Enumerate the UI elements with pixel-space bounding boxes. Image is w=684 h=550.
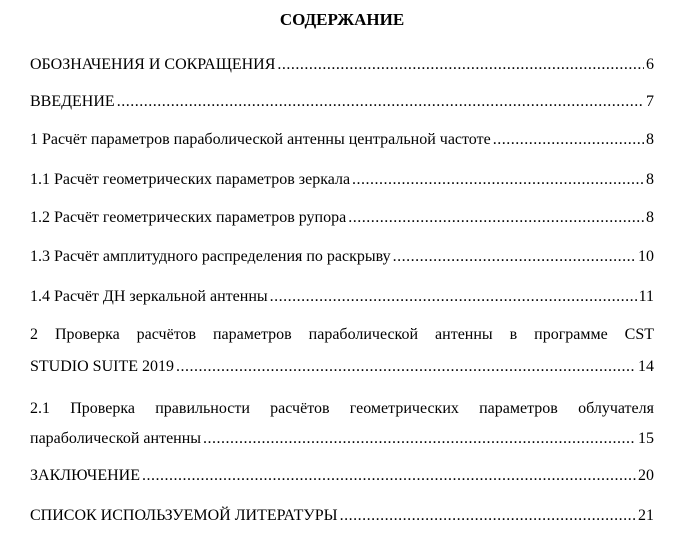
toc-page-number: 15 [638, 430, 654, 447]
toc-entry [30, 396, 654, 452]
toc-entry-text: 1.2 Расчёт геометрических параметров рупора [30, 209, 347, 226]
toc-entry-text: ЗАКЛЮЧЕНИЕ [30, 467, 140, 484]
toc-entry [30, 284, 654, 310]
toc-entry-text: 1 Расчёт параметров параболической антенны центральной частоте [30, 131, 491, 148]
toc-entry-text-line1: 2 Проверка расчётов параметров параболической антенны в программе CST [30, 326, 654, 343]
toc-line [30, 322, 654, 348]
toc-line [30, 244, 654, 270]
toc-line [30, 89, 654, 115]
toc-entry [30, 52, 654, 78]
toc-page-number: 8 [646, 131, 654, 148]
toc-line [30, 205, 654, 231]
toc-title: СОДЕРЖАНИЕ [279, 10, 405, 29]
dot-leader [493, 127, 644, 153]
toc-line [30, 52, 654, 78]
toc-line [30, 284, 654, 310]
toc-page-number: 11 [638, 288, 654, 305]
toc-page-number: 21 [638, 507, 654, 524]
toc-entry [30, 89, 654, 115]
dot-leader [277, 52, 644, 78]
toc-page-number: 10 [638, 248, 654, 265]
toc-line [30, 426, 654, 452]
toc-entry-text-line1: 2.1 Проверка правильности расчётов геометрических параметров облучателя [30, 400, 654, 417]
toc-entry-text: ВВЕДЕНИЕ [30, 93, 115, 110]
dot-leader [176, 354, 636, 380]
dot-leader [117, 89, 644, 115]
dot-leader [203, 426, 636, 452]
toc-entry-text: параболической антенны [30, 430, 202, 447]
toc-entry [30, 167, 654, 193]
toc-page-number: 14 [638, 358, 654, 375]
toc-entry-text: ОБОЗНАЧЕНИЯ И СОКРАЩЕНИЯ [30, 56, 276, 73]
toc-entry [30, 127, 654, 153]
toc-entry [30, 503, 654, 529]
dot-leader [270, 284, 637, 310]
toc-entry-text: 1.4 Расчёт ДН зеркальной антенны [30, 288, 268, 305]
toc-entry-text: 1.1 Расчёт геометрических параметров зеркала [30, 171, 351, 188]
dot-leader [352, 167, 644, 193]
toc-line [30, 396, 654, 422]
toc-line [30, 354, 654, 380]
toc-entry [30, 322, 654, 380]
dot-leader [340, 503, 636, 529]
dot-leader [348, 205, 644, 231]
dot-leader [393, 244, 636, 270]
toc-entry [30, 244, 654, 270]
toc-line [30, 167, 654, 193]
toc-entry-text: 1.3 Расчёт амплитудного распределения по раскрыву [30, 248, 391, 265]
toc-page-number: 8 [646, 171, 654, 188]
toc-entry [30, 463, 654, 489]
toc-entry-text: СПИСОК ИСПОЛЬЗУЕМОЙ ЛИТЕРАТУРЫ [30, 507, 338, 524]
toc-line [30, 503, 654, 529]
toc-line [30, 463, 654, 489]
dot-leader [142, 463, 636, 489]
toc-page-number: 8 [646, 209, 654, 226]
toc-page-number: 6 [646, 56, 654, 73]
toc-entry-text: STUDIO SUITE 2019 [30, 358, 174, 375]
toc-entry [30, 205, 654, 231]
toc-page-number: 20 [638, 467, 654, 484]
toc-page-number: 7 [646, 93, 654, 110]
toc-line [30, 127, 654, 153]
